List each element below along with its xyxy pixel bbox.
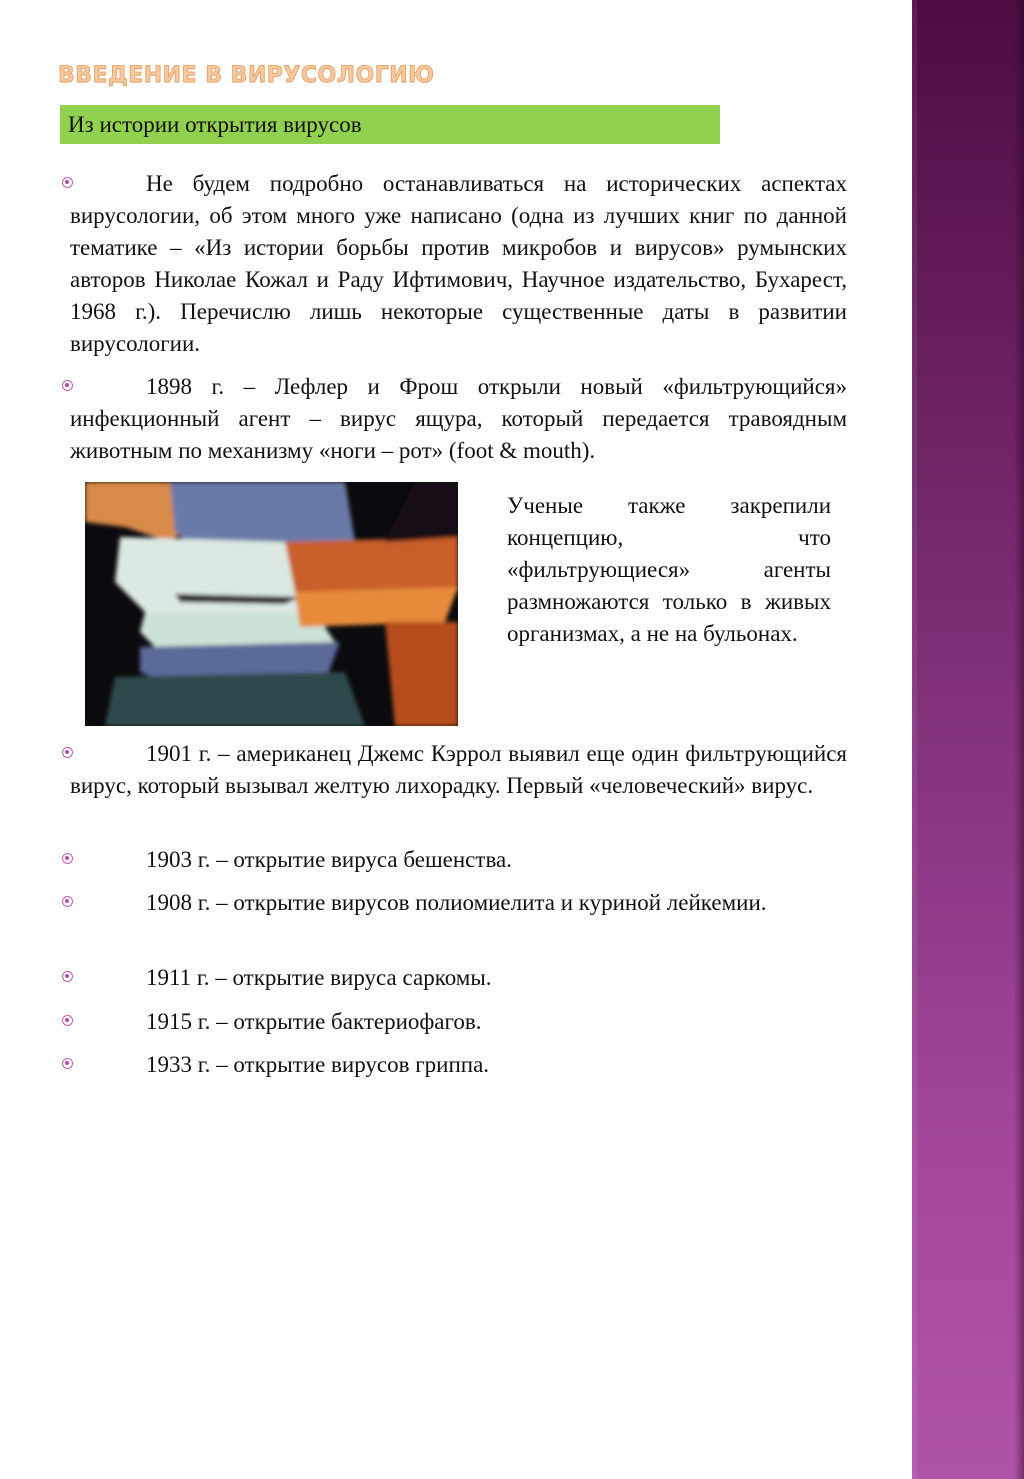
paragraph-text: 1915 г. – открытие бактериофагов. — [146, 1009, 482, 1034]
paragraph-1901 — [70, 738, 847, 802]
paragraph-1915 — [70, 1006, 847, 1038]
paragraph-1903 — [70, 844, 847, 876]
decorative-sidebar — [912, 0, 1024, 1479]
paragraph-text: 1898 г. – Лефлер и Фрош открыли новый «фильтрующийся» инфекционный агент – вирус ящура, который передается травоядным животным по механизму «ноги – рот» (foot & mouth). — [70, 374, 847, 463]
paragraph-1908 — [70, 887, 847, 919]
radio-bullet-icon — [62, 747, 73, 758]
radio-bullet-icon — [62, 853, 73, 864]
paragraph-1898 — [70, 371, 847, 467]
radio-bullet-icon — [62, 1058, 73, 1069]
paragraph-1911 — [70, 962, 847, 994]
foot-and-mouth-photo — [85, 482, 458, 726]
paragraph-text: 1911 г. – открытие вируса саркомы. — [146, 965, 492, 990]
image-side-text: Ученые также закрепили концепцию, что «фильтрующиеся» агенты размножаются только в живых организмах, а не на бульонах. — [507, 493, 831, 646]
paragraph-intro — [70, 168, 847, 360]
radio-bullet-icon — [62, 177, 73, 188]
paragraph-text: 1903 г. – открытие вируса бешенства. — [146, 847, 512, 872]
paragraph-text: 1908 г. – открытие вирусов полиомиелита и куриной лейкемии. — [146, 890, 767, 915]
paragraph-text: Не будем подробно останавливаться на исторических аспектах вирусологии, об этом много уже написано (одна из лучших книг по данной тематике – «Из истории борьбы против микробов и вирусов» румынских авторов Николае Кожал и Раду Ифтимович, Научное издательство, Бухарест, 1968 г.). Перечислю лишь некоторые существенные даты в развитии вирусологии. — [70, 171, 847, 356]
radio-bullet-icon — [62, 1015, 73, 1026]
radio-bullet-icon — [62, 896, 73, 907]
radio-bullet-icon — [62, 971, 73, 982]
section-subtitle: Из истории открытия вирусов — [60, 105, 720, 144]
paragraph-text: 1933 г. – открытие вирусов гриппа. — [146, 1052, 490, 1077]
paragraph-1933 — [70, 1049, 847, 1081]
page-heading: ВВЕДЕНИЕ В ВИРУСОЛОГИЮ — [58, 63, 435, 88]
radio-bullet-icon — [62, 380, 73, 391]
paragraph-text: 1901 г. – американец Джемс Кэррол выявил еще один фильтрующийся вирус, который вызывал желтую лихорадку. Первый «человеческий» вирус. — [70, 741, 847, 798]
